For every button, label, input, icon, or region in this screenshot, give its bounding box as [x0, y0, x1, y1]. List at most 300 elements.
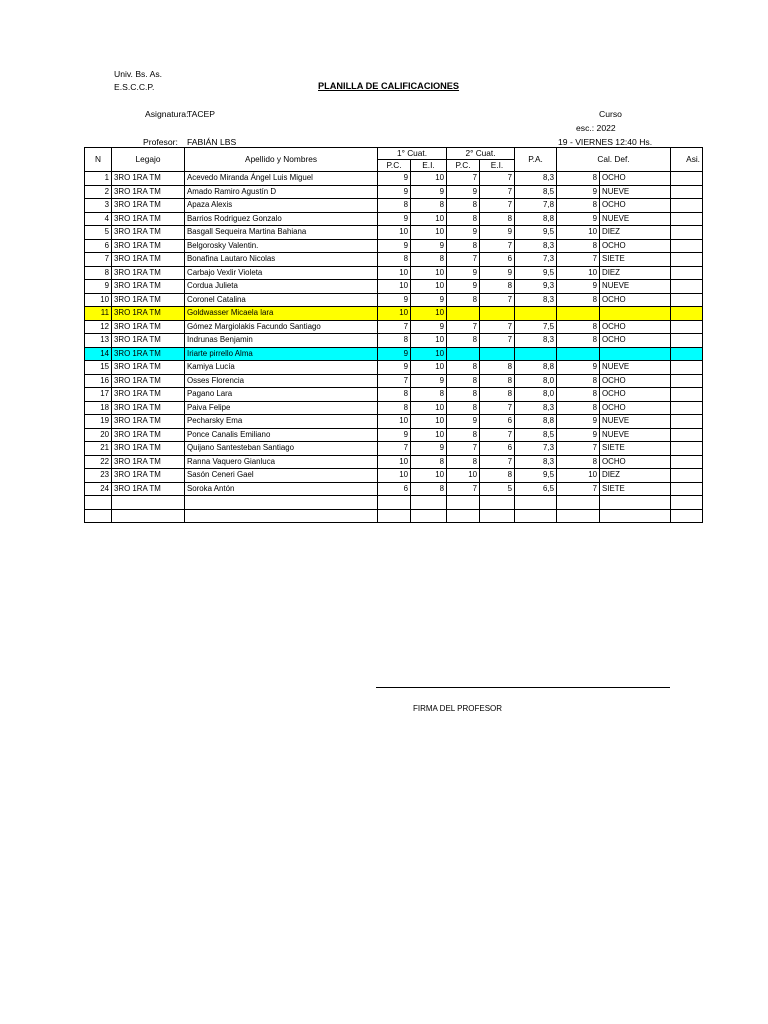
average-pa: 8,3	[515, 239, 557, 253]
table-row	[85, 401, 703, 415]
grade-ei2	[480, 496, 515, 510]
average-pa	[515, 347, 557, 361]
grade-pc1: 9	[378, 185, 411, 199]
student-name: Carbajo Vexlir Violeta	[185, 266, 378, 280]
legajo-cell: 3RO 1RA TM	[112, 320, 185, 334]
grade-ei2: 7	[480, 185, 515, 199]
grade-pc2: 8	[447, 401, 480, 415]
grade-ei2: 5	[480, 482, 515, 496]
attendance-cell	[671, 482, 703, 496]
student-name: Goldwasser Micaela lara	[185, 307, 378, 321]
student-name: Coronel Catalina	[185, 293, 378, 307]
grade-ei1: 9	[411, 293, 447, 307]
grade-ei2: 8	[480, 280, 515, 294]
table-row	[85, 509, 703, 523]
grade-pc2: 9	[447, 266, 480, 280]
grade-pc2: 8	[447, 199, 480, 213]
grade-pc2: 8	[447, 334, 480, 348]
average-pa: 8,3	[515, 172, 557, 186]
student-number: 19	[85, 415, 112, 429]
grade-ei2: 8	[480, 374, 515, 388]
grade-ei2: 7	[480, 320, 515, 334]
grade-ei1: 10	[411, 469, 447, 483]
student-number: 4	[85, 212, 112, 226]
attendance-cell	[671, 334, 703, 348]
attendance-cell	[671, 415, 703, 429]
student-number: 9	[85, 280, 112, 294]
student-number: 14	[85, 347, 112, 361]
student-number: 12	[85, 320, 112, 334]
attendance-cell	[671, 496, 703, 510]
final-grade-word: OCHO	[600, 239, 671, 253]
table-row	[85, 442, 703, 456]
legajo-cell	[112, 496, 185, 510]
grade-ei2: 7	[480, 455, 515, 469]
grade-ei2: 7	[480, 428, 515, 442]
legajo-cell: 3RO 1RA TM	[112, 172, 185, 186]
student-name: Belgorosky Valentin.	[185, 239, 378, 253]
grade-pc1: 7	[378, 320, 411, 334]
grade-pc1	[378, 509, 411, 523]
col-header-q2: 2° Cuat.	[447, 148, 515, 160]
student-number: 2	[85, 185, 112, 199]
grade-pc2: 8	[447, 239, 480, 253]
grade-ei2	[480, 347, 515, 361]
grade-pc2: 8	[447, 428, 480, 442]
col-header-ei1: E.I.	[411, 160, 447, 172]
grade-pc2	[447, 496, 480, 510]
final-grade-number: 10	[557, 266, 600, 280]
final-grade-number: 7	[557, 253, 600, 267]
grade-pc2: 8	[447, 293, 480, 307]
student-number: 21	[85, 442, 112, 456]
student-number: 20	[85, 428, 112, 442]
table-row	[85, 199, 703, 213]
grade-pc2	[447, 347, 480, 361]
grade-ei2: 7	[480, 172, 515, 186]
table-row	[85, 266, 703, 280]
col-header-n: N	[85, 148, 112, 172]
student-number: 5	[85, 226, 112, 240]
student-name: Paiva Felipe	[185, 401, 378, 415]
student-name: Ponce Canalis Emiliano	[185, 428, 378, 442]
professor-value: FABIÁN LBS	[187, 137, 237, 147]
grade-pc2: 10	[447, 469, 480, 483]
col-header-q1: 1° Cuat.	[378, 148, 447, 160]
legajo-cell: 3RO 1RA TM	[112, 347, 185, 361]
average-pa: 7,3	[515, 253, 557, 267]
attendance-cell	[671, 212, 703, 226]
col-header-asi: Asi.	[671, 148, 703, 172]
grade-ei2	[480, 307, 515, 321]
student-name: Amado Ramiro Agustín D	[185, 185, 378, 199]
average-pa: 7,5	[515, 320, 557, 334]
student-name: Cordua Julieta	[185, 280, 378, 294]
grade-pc2: 8	[447, 374, 480, 388]
col-header-def: Cal. Def.	[557, 148, 671, 172]
average-pa: 8,5	[515, 428, 557, 442]
attendance-cell	[671, 442, 703, 456]
attendance-cell	[671, 455, 703, 469]
table-row	[85, 347, 703, 361]
grade-pc1	[378, 496, 411, 510]
final-grade-number: 10	[557, 469, 600, 483]
grade-ei2: 8	[480, 469, 515, 483]
student-name: Iriarte pirrello Alma	[185, 347, 378, 361]
legajo-cell: 3RO 1RA TM	[112, 266, 185, 280]
average-pa: 8,8	[515, 415, 557, 429]
final-grade-word: SIETE	[600, 253, 671, 267]
attendance-cell	[671, 185, 703, 199]
grade-ei1: 8	[411, 388, 447, 402]
final-grade-number: 8	[557, 388, 600, 402]
grade-ei2: 8	[480, 361, 515, 375]
school-year: esc.: 2022	[576, 123, 616, 133]
student-name	[185, 496, 378, 510]
average-pa	[515, 509, 557, 523]
grade-pc1: 9	[378, 361, 411, 375]
grade-pc2: 9	[447, 185, 480, 199]
grade-pc2: 7	[447, 442, 480, 456]
grade-ei1: 10	[411, 212, 447, 226]
grade-pc2: 9	[447, 415, 480, 429]
student-number: 24	[85, 482, 112, 496]
grade-ei1: 8	[411, 253, 447, 267]
average-pa: 8,3	[515, 401, 557, 415]
legajo-cell: 3RO 1RA TM	[112, 293, 185, 307]
grade-pc2: 8	[447, 212, 480, 226]
grade-pc1: 9	[378, 347, 411, 361]
attendance-cell	[671, 226, 703, 240]
col-header-legajo: Legajo	[112, 148, 185, 172]
student-number: 1	[85, 172, 112, 186]
grade-ei2: 8	[480, 388, 515, 402]
student-number: 16	[85, 374, 112, 388]
grade-pc2: 8	[447, 455, 480, 469]
final-grade-number: 9	[557, 185, 600, 199]
legajo-cell: 3RO 1RA TM	[112, 428, 185, 442]
final-grade-number: 9	[557, 361, 600, 375]
grade-pc2: 7	[447, 320, 480, 334]
grade-ei1: 8	[411, 482, 447, 496]
grade-pc1: 7	[378, 374, 411, 388]
table-row	[85, 388, 703, 402]
grade-pc1: 9	[378, 428, 411, 442]
grade-ei1: 10	[411, 415, 447, 429]
legajo-cell: 3RO 1RA TM	[112, 374, 185, 388]
grades-table	[84, 147, 703, 523]
col-header-pc1: P.C.	[378, 160, 411, 172]
final-grade-word	[600, 307, 671, 321]
attendance-cell	[671, 172, 703, 186]
final-grade-word: NUEVE	[600, 428, 671, 442]
grade-pc1: 8	[378, 253, 411, 267]
student-number: 6	[85, 239, 112, 253]
grade-ei1: 10	[411, 226, 447, 240]
grade-ei1: 9	[411, 442, 447, 456]
final-grade-number: 8	[557, 320, 600, 334]
grade-ei1: 9	[411, 239, 447, 253]
student-name: Soroka Antón	[185, 482, 378, 496]
student-name: Basgall Sequeira Martina Bahiana	[185, 226, 378, 240]
legajo-cell: 3RO 1RA TM	[112, 185, 185, 199]
table-row	[85, 374, 703, 388]
final-grade-word	[600, 496, 671, 510]
legajo-cell: 3RO 1RA TM	[112, 361, 185, 375]
table-row	[85, 320, 703, 334]
col-header-pc2: P.C.	[447, 160, 480, 172]
final-grade-number: 8	[557, 293, 600, 307]
average-pa: 6,5	[515, 482, 557, 496]
average-pa	[515, 496, 557, 510]
student-name: Barrios Rodriguez Gonzalo	[185, 212, 378, 226]
grade-ei2: 9	[480, 266, 515, 280]
student-number: 7	[85, 253, 112, 267]
student-name: Acevedo Miranda Ángel Luis Miguel	[185, 172, 378, 186]
grade-pc1: 10	[378, 266, 411, 280]
attendance-cell	[671, 347, 703, 361]
final-grade-word: SIETE	[600, 482, 671, 496]
final-grade-word: OCHO	[600, 199, 671, 213]
grade-ei1: 10	[411, 334, 447, 348]
final-grade-number	[557, 347, 600, 361]
schedule-value: 19 - VIERNES 12:40 Hs.	[558, 137, 653, 147]
grade-pc1: 8	[378, 388, 411, 402]
student-name: Pagano Lara	[185, 388, 378, 402]
grade-ei1: 9	[411, 320, 447, 334]
grade-ei2	[480, 509, 515, 523]
legajo-cell: 3RO 1RA TM	[112, 388, 185, 402]
table-row	[85, 253, 703, 267]
attendance-cell	[671, 401, 703, 415]
grade-ei1: 9	[411, 374, 447, 388]
signature-line	[376, 687, 670, 688]
grade-ei2: 7	[480, 293, 515, 307]
grade-ei1: 10	[411, 280, 447, 294]
grade-pc1: 7	[378, 442, 411, 456]
average-pa: 8,3	[515, 293, 557, 307]
final-grade-word: DIEZ	[600, 226, 671, 240]
grade-pc1: 10	[378, 415, 411, 429]
grade-ei2: 7	[480, 199, 515, 213]
grade-pc2	[447, 509, 480, 523]
grade-ei1: 10	[411, 307, 447, 321]
legajo-cell: 3RO 1RA TM	[112, 226, 185, 240]
grade-pc2	[447, 307, 480, 321]
student-name: Kamiya Lucía	[185, 361, 378, 375]
table-row	[85, 428, 703, 442]
final-grade-number	[557, 307, 600, 321]
attendance-cell	[671, 509, 703, 523]
grade-ei2: 8	[480, 212, 515, 226]
student-number: 11	[85, 307, 112, 321]
final-grade-word: NUEVE	[600, 415, 671, 429]
legajo-cell: 3RO 1RA TM	[112, 239, 185, 253]
legajo-cell: 3RO 1RA TM	[112, 334, 185, 348]
student-number	[85, 509, 112, 523]
grade-ei1	[411, 509, 447, 523]
average-pa	[515, 307, 557, 321]
legajo-cell: 3RO 1RA TM	[112, 469, 185, 483]
page-title: PLANILLA DE CALIFICACIONES	[318, 81, 460, 91]
average-pa: 9,5	[515, 266, 557, 280]
table-row	[85, 482, 703, 496]
legajo-cell: 3RO 1RA TM	[112, 212, 185, 226]
grade-pc2: 7	[447, 172, 480, 186]
average-pa: 8,3	[515, 455, 557, 469]
student-number: 13	[85, 334, 112, 348]
legajo-cell: 3RO 1RA TM	[112, 280, 185, 294]
final-grade-number: 8	[557, 374, 600, 388]
average-pa: 8,5	[515, 185, 557, 199]
attendance-cell	[671, 199, 703, 213]
final-grade-word: OCHO	[600, 334, 671, 348]
student-name: Ranna Vaquero Gianluca	[185, 455, 378, 469]
curso-label: Curso	[599, 109, 622, 119]
col-header-pa: P.A.	[515, 148, 557, 172]
attendance-cell	[671, 469, 703, 483]
final-grade-word: NUEVE	[600, 185, 671, 199]
attendance-cell	[671, 388, 703, 402]
grade-pc1: 8	[378, 334, 411, 348]
student-number: 15	[85, 361, 112, 375]
table-row	[85, 307, 703, 321]
grade-pc1: 10	[378, 455, 411, 469]
table-row	[85, 280, 703, 294]
grade-pc1: 10	[378, 280, 411, 294]
attendance-cell	[671, 307, 703, 321]
grade-pc1: 10	[378, 469, 411, 483]
grade-pc2: 8	[447, 361, 480, 375]
grade-pc1: 9	[378, 172, 411, 186]
grade-pc1: 9	[378, 293, 411, 307]
legajo-cell: 3RO 1RA TM	[112, 482, 185, 496]
final-grade-word: OCHO	[600, 320, 671, 334]
final-grade-number	[557, 496, 600, 510]
final-grade-number: 8	[557, 455, 600, 469]
subject-value: TACEP	[187, 109, 216, 119]
attendance-cell	[671, 293, 703, 307]
table-row	[85, 293, 703, 307]
student-name: Sasón Ceneri Gael	[185, 469, 378, 483]
average-pa: 8,0	[515, 388, 557, 402]
grade-ei1: 10	[411, 401, 447, 415]
table-header-row	[85, 148, 703, 160]
attendance-cell	[671, 239, 703, 253]
student-name: Pecharsky Ema	[185, 415, 378, 429]
average-pa: 8,3	[515, 334, 557, 348]
student-name: Indrunas Benjamin	[185, 334, 378, 348]
professor-label: Profesor:	[143, 137, 178, 147]
final-grade-number: 8	[557, 239, 600, 253]
grade-pc2: 9	[447, 280, 480, 294]
average-pa: 9,5	[515, 226, 557, 240]
final-grade-word: NUEVE	[600, 212, 671, 226]
final-grade-word: DIEZ	[600, 266, 671, 280]
grade-pc1: 9	[378, 212, 411, 226]
student-number: 22	[85, 455, 112, 469]
final-grade-number	[557, 509, 600, 523]
final-grade-word: DIEZ	[600, 469, 671, 483]
subject-label: Asignatura:	[145, 109, 189, 119]
grade-pc1: 10	[378, 226, 411, 240]
student-name: Gómez Margiolakis Facundo Santiago	[185, 320, 378, 334]
average-pa: 8,8	[515, 361, 557, 375]
grade-ei2: 7	[480, 334, 515, 348]
table-row	[85, 469, 703, 483]
col-header-ei2: E.I.	[480, 160, 515, 172]
attendance-cell	[671, 280, 703, 294]
student-name: Quijano Santesteban Santiago	[185, 442, 378, 456]
final-grade-number: 9	[557, 415, 600, 429]
student-number: 23	[85, 469, 112, 483]
legajo-cell: 3RO 1RA TM	[112, 401, 185, 415]
table-row	[85, 226, 703, 240]
grade-pc2: 7	[447, 482, 480, 496]
attendance-cell	[671, 266, 703, 280]
grade-ei2: 6	[480, 253, 515, 267]
grade-pc1: 6	[378, 482, 411, 496]
grade-ei1: 10	[411, 172, 447, 186]
student-number: 17	[85, 388, 112, 402]
final-grade-number: 9	[557, 212, 600, 226]
final-grade-number: 7	[557, 482, 600, 496]
final-grade-word: OCHO	[600, 293, 671, 307]
grade-ei2: 7	[480, 401, 515, 415]
col-header-name: Apellido y Nombres	[185, 148, 378, 172]
student-number	[85, 496, 112, 510]
final-grade-number: 8	[557, 199, 600, 213]
attendance-cell	[671, 374, 703, 388]
legajo-cell: 3RO 1RA TM	[112, 307, 185, 321]
grade-ei1: 10	[411, 428, 447, 442]
final-grade-word: OCHO	[600, 374, 671, 388]
grade-pc1: 8	[378, 199, 411, 213]
final-grade-word: OCHO	[600, 455, 671, 469]
final-grade-word	[600, 347, 671, 361]
student-number: 10	[85, 293, 112, 307]
final-grade-word: NUEVE	[600, 361, 671, 375]
final-grade-number: 9	[557, 280, 600, 294]
average-pa: 7,3	[515, 442, 557, 456]
legajo-cell: 3RO 1RA TM	[112, 455, 185, 469]
grade-ei1: 10	[411, 266, 447, 280]
table-row	[85, 496, 703, 510]
grade-ei1: 8	[411, 199, 447, 213]
table-row	[85, 185, 703, 199]
legajo-cell: 3RO 1RA TM	[112, 442, 185, 456]
final-grade-number: 8	[557, 334, 600, 348]
student-name: Bonafina Lautaro Nicolas	[185, 253, 378, 267]
final-grade-word: OCHO	[600, 172, 671, 186]
table-row	[85, 239, 703, 253]
legajo-cell: 3RO 1RA TM	[112, 253, 185, 267]
final-grade-word	[600, 509, 671, 523]
table-row	[85, 415, 703, 429]
student-number: 3	[85, 199, 112, 213]
grade-ei2: 6	[480, 442, 515, 456]
average-pa: 9,5	[515, 469, 557, 483]
final-grade-number: 8	[557, 172, 600, 186]
student-number: 8	[85, 266, 112, 280]
final-grade-number: 10	[557, 226, 600, 240]
attendance-cell	[671, 361, 703, 375]
attendance-cell	[671, 253, 703, 267]
average-pa: 9,3	[515, 280, 557, 294]
grade-ei2: 9	[480, 226, 515, 240]
grade-pc2: 8	[447, 388, 480, 402]
school-label: E.S.C.C.P.	[114, 82, 155, 92]
